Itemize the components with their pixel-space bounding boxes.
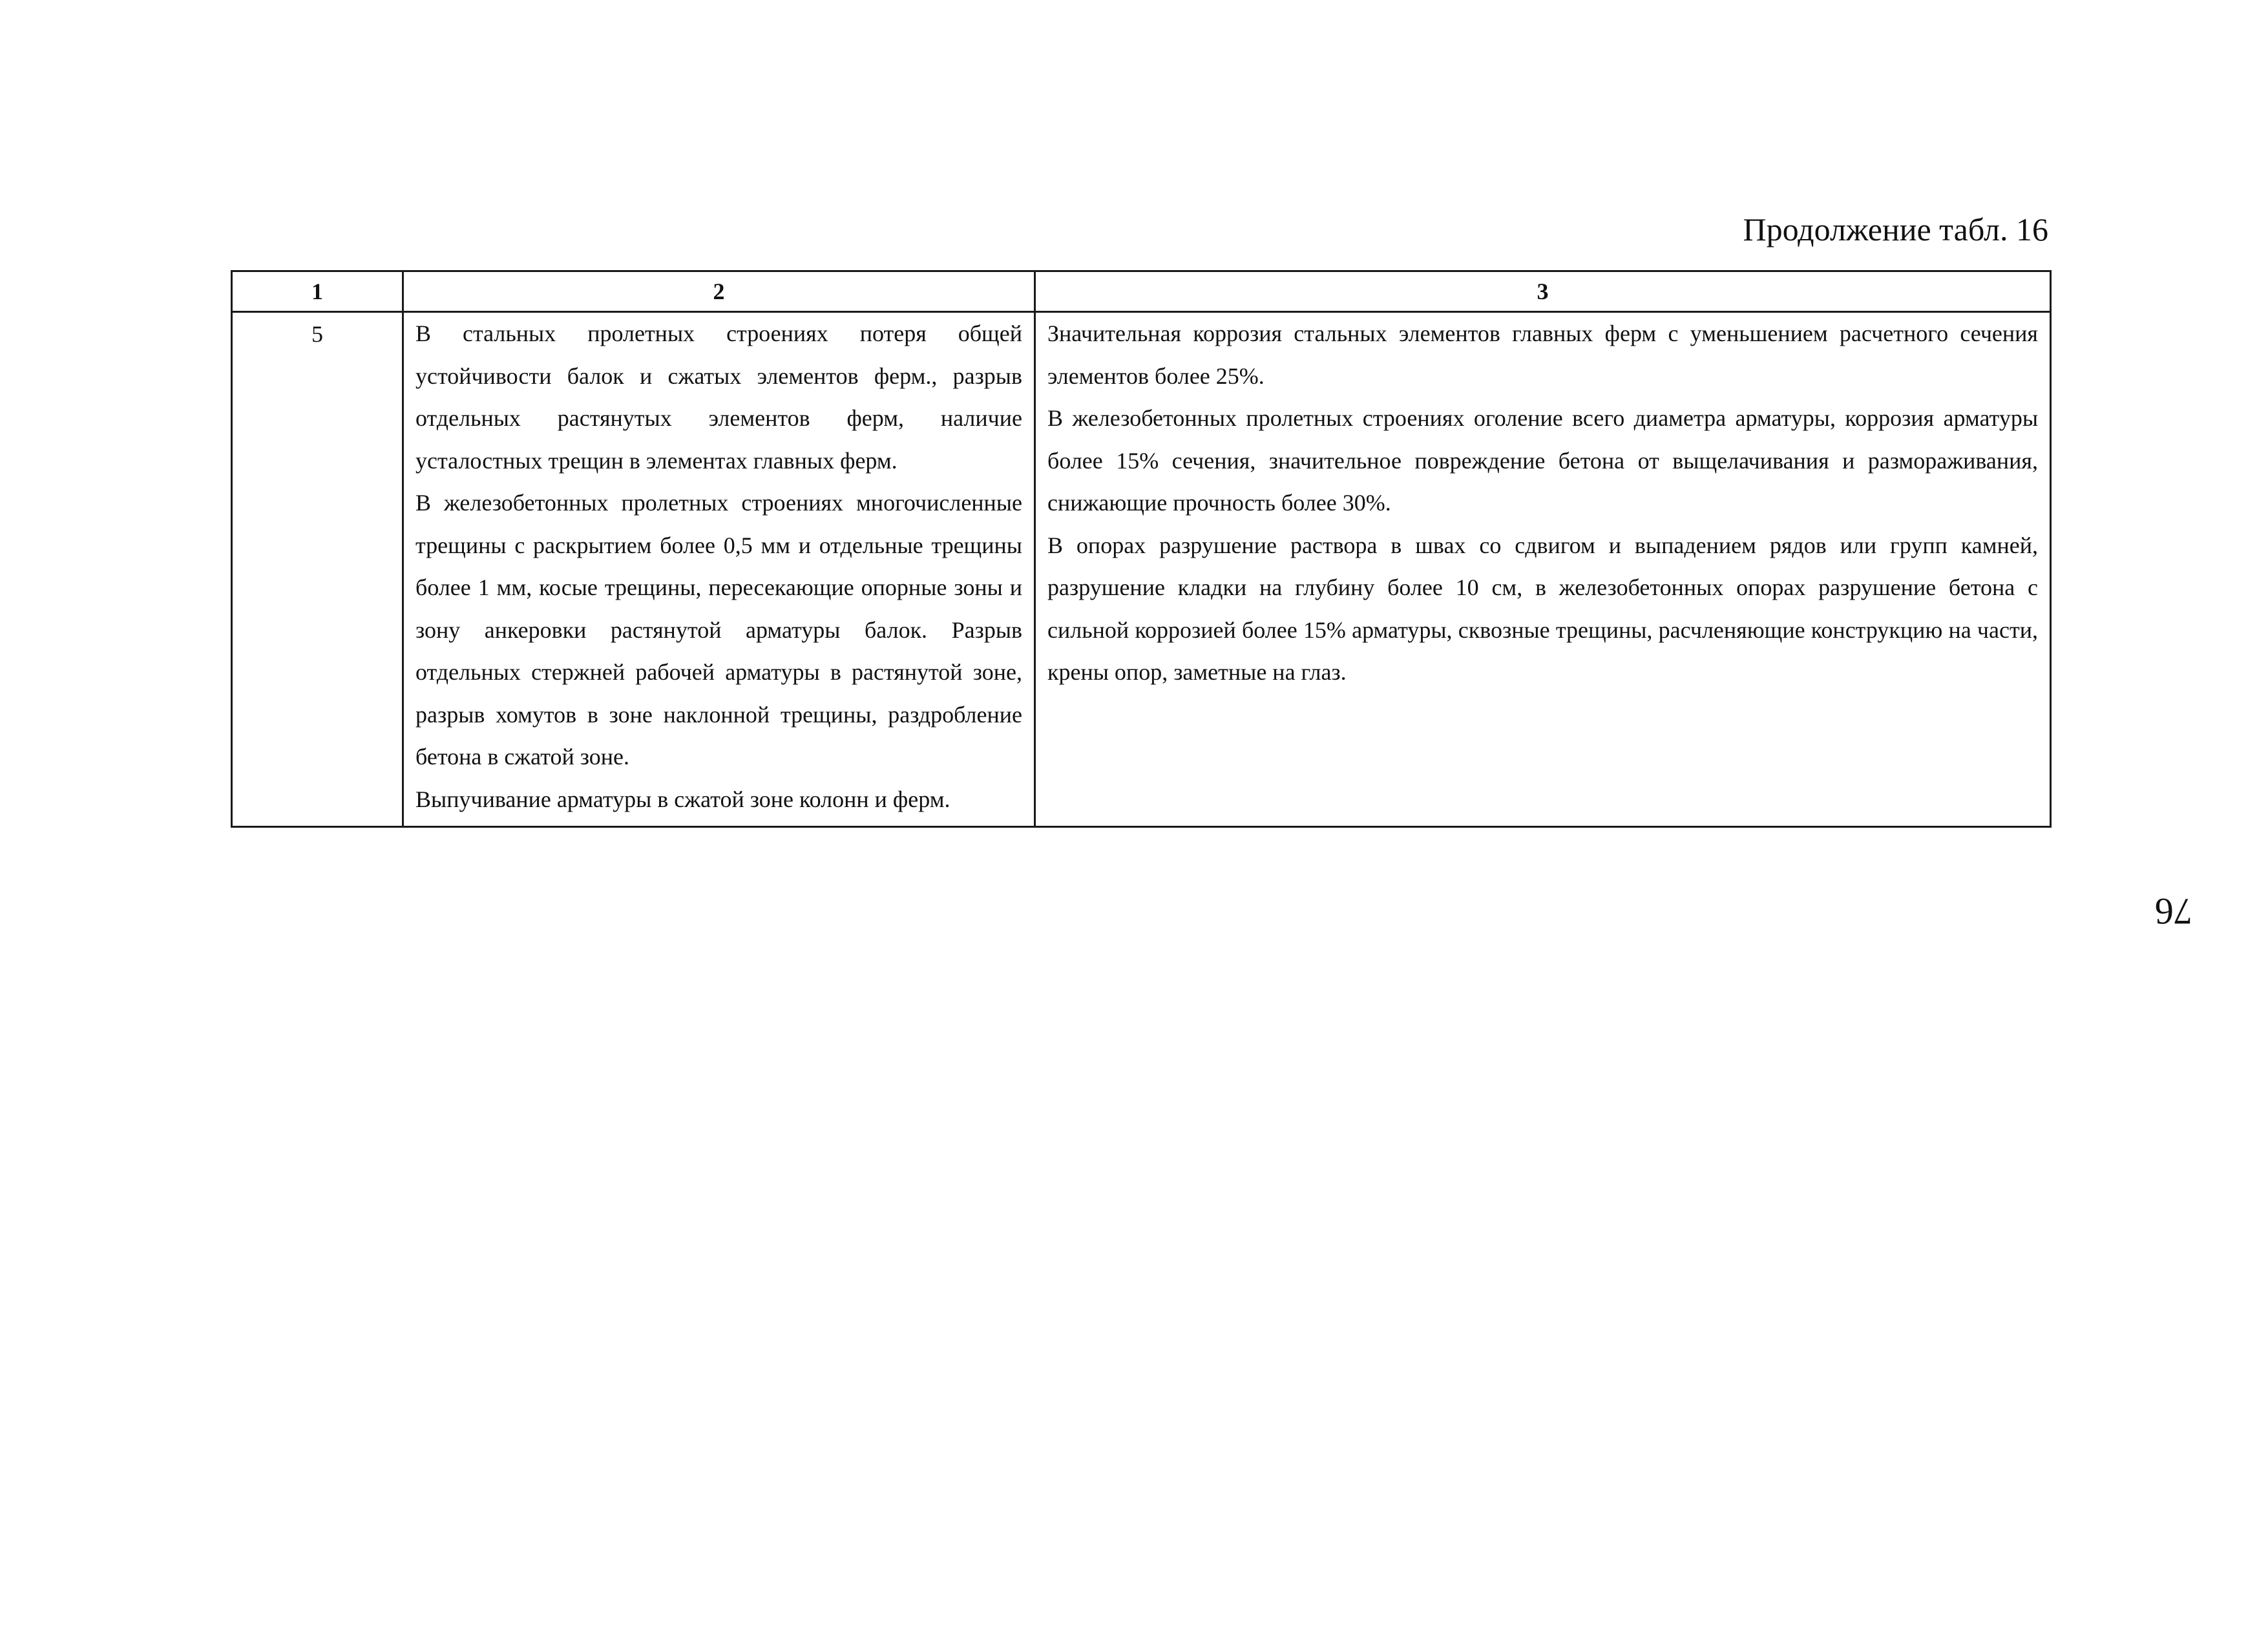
supports-damage-paragraph: В опорах разрушение раствора в швах со сдвигом и выпадением рядов или групп камней, разрушение кладки на глубину более 10 см, в железобетонных опорах разрушение бетона с сильной коррозией более 15% арматуры, сквозные трещины, расчленяющие конструкцию на части, крены опор, заметные на глаз. <box>1047 532 2038 685</box>
table-header-row <box>232 271 2051 312</box>
column-header-1: 1 <box>232 271 403 312</box>
table-continuation-caption: Продолжение табл. 16 <box>1743 211 2048 247</box>
page-number: 76 <box>2155 890 2192 932</box>
buckling-paragraph: Выпучивание арматуры в сжатой зоне колонн и ферм. <box>415 786 950 812</box>
column-header-3: 3 <box>1035 271 2051 312</box>
column-header-2: 2 <box>403 271 1035 312</box>
concrete-corrosion-paragraph: В железобетонных пролетных строениях оголение всего диаметра арматуры, коррозия арматуры более 15% сечения, значительное повреждение бетона от выщелачивания и размораживания, снижающие прочность более 30%. <box>1047 405 2038 516</box>
row-number-cell: 5 <box>232 312 403 827</box>
defects-description-cell <box>403 312 1035 827</box>
corrosion-description-cell <box>1035 312 2051 827</box>
steel-spans-paragraph: В стальных пролетных строениях потеря общей устойчивости балок и сжатых элементов ферм., разрыв отдельных растянутых элементов ферм, наличие усталостных трещин в элементах главных ферм. <box>415 320 1022 474</box>
table-row <box>232 312 2051 827</box>
defects-table <box>231 270 2052 828</box>
steel-corrosion-paragraph: Значительная коррозия стальных элементов главных ферм с уменьшением расчетного сечения элементов более 25%. <box>1047 320 2038 389</box>
concrete-spans-paragraph: В железобетонных пролетных строениях многочисленные трещины с раскрытием более 0,5 мм и отдельные трещины более 1 мм, косые трещины, пересекающие опорные зоны и зону анкеровки растянутой арматуры балок. Разрыв отдельных стержней рабочей арматуры в растянутой зоне, разрыв хомутов в зоне наклонной трещины, раздробление бетона в сжатой зоне. <box>415 490 1022 770</box>
